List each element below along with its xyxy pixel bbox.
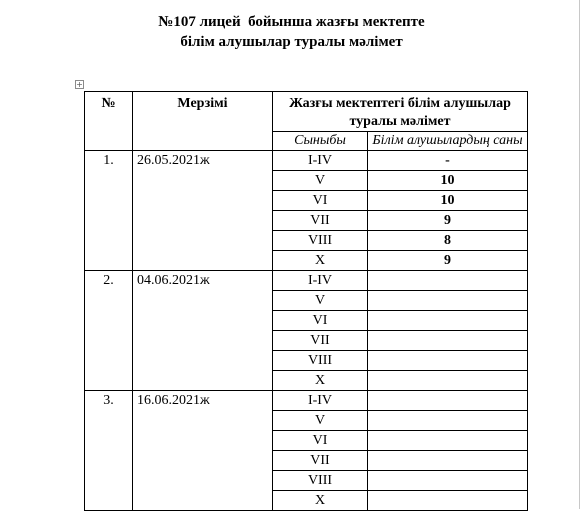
count-cell <box>368 351 528 371</box>
header-group: Жазғы мектептегі білім алушылар туралы мәлімет <box>273 92 528 132</box>
document-title <box>0 12 583 52</box>
count-cell: 9 <box>368 211 528 231</box>
table-move-handle-icon[interactable]: + <box>76 80 83 89</box>
page-edge <box>579 0 580 509</box>
class-cell: I-IV <box>273 391 368 411</box>
class-cell: I-IV <box>273 151 368 171</box>
row-number: 2. <box>85 271 133 391</box>
class-cell: VII <box>273 211 368 231</box>
count-cell <box>368 431 528 451</box>
count-cell <box>368 411 528 431</box>
header-count: Білім алушылардың саны <box>368 132 528 151</box>
students-table <box>84 91 528 511</box>
count-cell: 9 <box>368 251 528 271</box>
class-cell: I-IV <box>273 271 368 291</box>
class-cell: V <box>273 411 368 431</box>
class-cell: VII <box>273 331 368 351</box>
count-cell <box>368 331 528 351</box>
class-cell: V <box>273 171 368 191</box>
count-cell <box>368 471 528 491</box>
count-cell <box>368 271 528 291</box>
class-cell: VIII <box>273 351 368 371</box>
header-date: Мерзімі <box>133 92 273 151</box>
class-cell: VI <box>273 311 368 331</box>
class-cell: VI <box>273 431 368 451</box>
count-cell: 8 <box>368 231 528 251</box>
row-number: 3. <box>85 391 133 511</box>
class-cell: VII <box>273 451 368 471</box>
count-cell <box>368 491 528 511</box>
table-row <box>85 271 528 291</box>
table-body <box>85 151 528 511</box>
count-cell <box>368 311 528 331</box>
table-row <box>85 391 528 411</box>
count-cell <box>368 291 528 311</box>
count-cell <box>368 371 528 391</box>
title-line-1: №107 лицей бойынша жазғы мектепте <box>158 14 425 30</box>
count-cell: - <box>368 151 528 171</box>
count-cell <box>368 451 528 471</box>
row-date: 04.06.2021ж <box>133 271 273 391</box>
count-cell <box>368 391 528 411</box>
class-cell: X <box>273 491 368 511</box>
class-cell: X <box>273 251 368 271</box>
header-number: № <box>85 92 133 151</box>
class-cell: V <box>273 291 368 311</box>
class-cell: X <box>273 371 368 391</box>
row-date: 26.05.2021ж <box>133 151 273 271</box>
class-cell: VIII <box>273 231 368 251</box>
count-cell: 10 <box>368 191 528 211</box>
table-row <box>85 151 528 171</box>
row-number: 1. <box>85 151 133 271</box>
row-date: 16.06.2021ж <box>133 391 273 511</box>
class-cell: VI <box>273 191 368 211</box>
count-cell: 10 <box>368 171 528 191</box>
class-cell: VIII <box>273 471 368 491</box>
header-class: Сыныбы <box>273 132 368 151</box>
title-line-2: білім алушылар туралы мәлімет <box>180 34 403 50</box>
